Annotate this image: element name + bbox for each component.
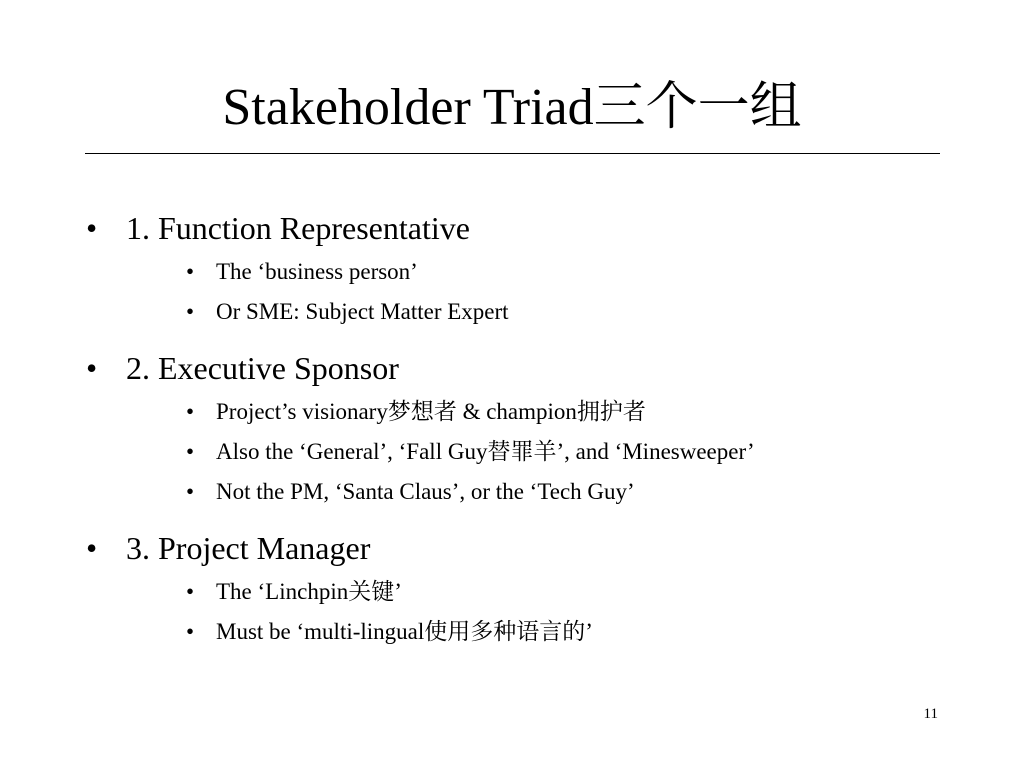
level1-item bbox=[86, 344, 966, 392]
level2-item bbox=[86, 612, 966, 652]
level2-item bbox=[86, 572, 966, 612]
level1-item bbox=[86, 204, 966, 252]
sub-item-text: Project’s visionary梦想者 & champion拥护者 bbox=[216, 399, 646, 424]
section-heading: 3. Project Manager bbox=[126, 530, 371, 566]
bullet-icon: • bbox=[186, 299, 195, 324]
bullet-list bbox=[86, 204, 966, 664]
level2-item bbox=[86, 292, 966, 332]
sub-item-text: The ‘business person’ bbox=[216, 259, 418, 284]
bullet-icon: • bbox=[86, 210, 98, 246]
bullet-icon: • bbox=[186, 259, 195, 284]
bullet-icon: • bbox=[186, 619, 195, 644]
bullet-icon: • bbox=[86, 350, 98, 386]
slide-title: Stakeholder Triad三个一组 bbox=[222, 79, 802, 136]
section-heading: 2. Executive Sponsor bbox=[126, 350, 399, 386]
level2-item bbox=[86, 432, 966, 472]
section-executive-sponsor bbox=[86, 344, 966, 512]
level2-item bbox=[86, 392, 966, 432]
section-function-representative bbox=[86, 204, 966, 332]
section-project-manager bbox=[86, 524, 966, 652]
bullet-icon: • bbox=[186, 439, 195, 464]
level2-item bbox=[86, 252, 966, 292]
level2-item bbox=[86, 472, 966, 512]
sub-item-text: Or SME: Subject Matter Expert bbox=[216, 299, 509, 324]
sub-item-text: Must be ‘multi-lingual使用多种语言的’ bbox=[216, 619, 593, 644]
title-divider bbox=[85, 153, 940, 154]
sub-item-text: Also the ‘General’, ‘Fall Guy替罪羊’, and ‘Minesweeper’ bbox=[216, 439, 755, 464]
section-heading: 1. Function Representative bbox=[126, 210, 470, 246]
bullet-icon: • bbox=[186, 479, 195, 504]
sub-item-text: The ‘Linchpin关键’ bbox=[216, 579, 402, 604]
bullet-icon: • bbox=[86, 530, 98, 566]
level1-item bbox=[86, 524, 966, 572]
page-number: 11 bbox=[923, 706, 938, 722]
sub-item-text: Not the PM, ‘Santa Claus’, or the ‘Tech Guy’ bbox=[216, 479, 635, 504]
bullet-icon: • bbox=[186, 579, 195, 604]
bullet-icon: • bbox=[186, 399, 195, 424]
